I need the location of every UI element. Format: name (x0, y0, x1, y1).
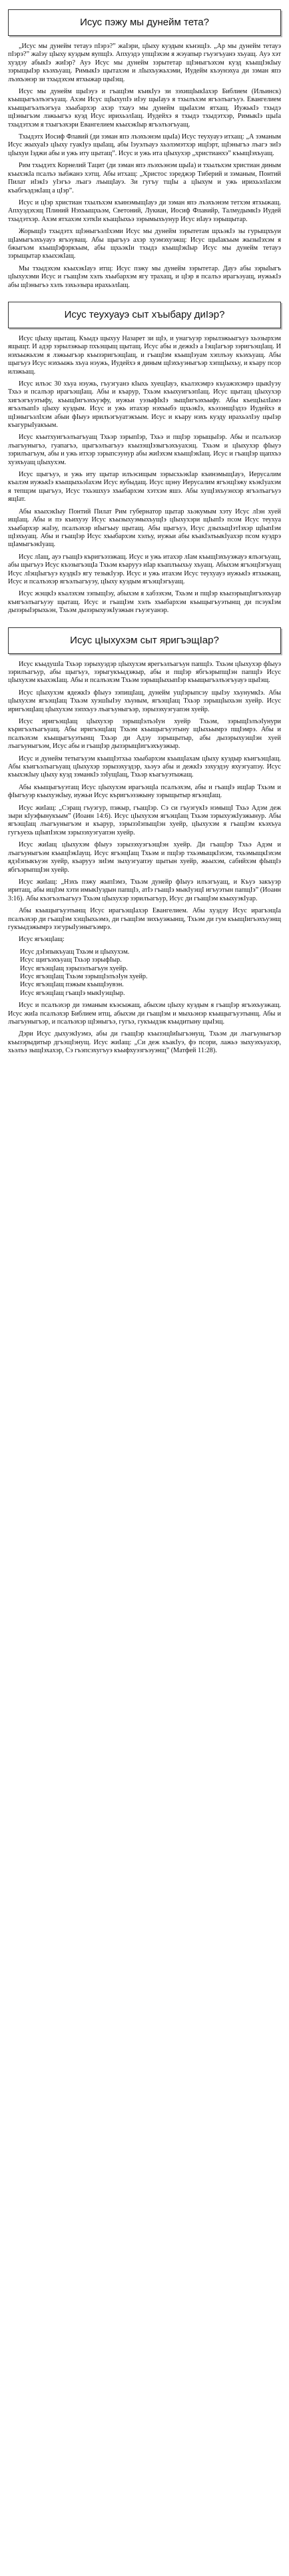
paragraph: Дэри Исус дыхуэкIуэмэ, абы ди гъащIэр къызэщIиIыгъэнущ, Тхьэм ди лъагъуныгъэр къызэрыдитыр дгъэщIэнущ. Исус жиIащ: „Си деж къакIуэ, фэ псори, лажьэ зыхуэхъуахэр, хьэлъэ зыщIэхахэр, Сэ гъэпсэхугъуэ къыфхуэзгъэуэнщ” (Матфей 11:28). (8, 1030, 281, 1055)
paragraph: Абы къыхэкIыу Понтий Пилат Рим губернатор щытар хьэкумым хэту Исус лIэн хуей ищIащ. Абы и пэ къихуэу Исус къызыхуэмыхъущIэ цIыхухэри щIыпIэ псом Исус теухуа хъыбархэр жаIэу, псалъэхэр иIыгъыу щытащ. Абы щыгъуэ, Исус дзыхьщIэтIэхэр щIыпIэм щIэхъуащ. Абы и гъащIэр Исус хъыбархэм хэлъу, иужьи абы къакIэлъыкIуахэр псом куэдрэ щIамыгъэкIуащ. (8, 507, 281, 549)
paragraph: Исус жэщкIэ къалэхэм зэпыщIэу, абыхэм я хабзэхэм, Тхьэм и пщIэр къызэрыщIигъэхъуар къигъэлъагъуэу щытащ. Исус и гъащIэм хэлъ хъыбархэм къыщыгъуэтынщ ди псэукIэм дызэрыIэрыхьэн, Тхьэм дызэрыхуэкIуэжын гъуэгуанэр. (8, 590, 281, 615)
paragraph: Исус и псалъэхэр ди зэманым къэсыжащ, абыхэм цIыху куэдым я гъащIэр ягъэхъуэжащ. Исус жиIа псалъэхэр Библием итщ, абыхэм ди гъащIэм и мыхьэнэр къыщыгъуэтынщ. Абы и лъагъуныгъэр, и псалъэхэр щIэныгъэ, гугъэ, гукъыдэж къыдитыну щыIэщ. (8, 1002, 281, 1026)
list-item: Исус ягъэщIащ гъащIэ мыкIуэщIыр. (20, 989, 125, 997)
paragraph: Исус къыдушIа Тхьэр зэрыхуэдэр цIыхухэм ярегъэлъагъун папщIэ. Тхьэм цIыхухэр фIыуэ зэрилъагъур, абы щыгъуэ, зэрыгукъыдэжыр, абы и пщIэр ябгъэрыпщIэн папщIэ Исус цIыхухэм къахэкIащ. Абы и псалъэхэм Тхьэм зэрыщIыхыпIэр къыщыгъэлъэгъуауэ щыIэщ. (8, 660, 281, 685)
section-2 (8, 302, 281, 615)
list-item: Исус дэIэпыкъуащ Тхьэм и цIыхухэм. (20, 948, 130, 956)
paragraph: Исус иригъэщIащ цIыхухэр зэрыщIэлъэIун хуейр Тхьэм, зэрыщIэлъэIунури къригъэлъагъуащ. Абы иригъэщIащ Тхьэм къыщыгъуэтыну щIыхьымрэ пщIэмрэ. Абы и псалъэхэм къыщыгъуэтынщ Тхьэр ди Адэу зэрыщытыр, абы дызэрыхуэщIэн хуей лъагъуныгъэм, Исус абы и гъащIэр дызэрыщIигъэхъуэжыр. (8, 718, 281, 751)
paragraph: Абы къыщыгъуэтащ Исус цIыхухэм ирагъэщIа псалъэхэм, абы и гъащIэ ищIар Тхьэм и фIыгъуэр къыхуэкIыу, иужьи Исус къригъэзэжыну зэрыщытыр ягъэщIащ. (8, 783, 281, 800)
paragraph: Исус цIыхухэм ядежкIэ фIыуэ зэпищIащ, дунейм ущIэрыпсэу щыIэу хъунумкIэ. Абы цIыхухэм ягъэщIащ Тхьэм хуэшIыIэу хъуным, ягъэщIащ Тхьэр зэрыщIыхьэн хуейр. Исус иригъэщIащ цIыхухэм зэпхъуэ лъагъуныгъэр, зэрызэхуэгуапэн хуейр. (8, 689, 281, 713)
section-3 (8, 627, 281, 1056)
paragraph: Исус жиIащ: „Сэращ гъуэгур, пэжыр, гъащIэр. Сэ си гъуэгукIэ нэмыщI Тхьэ Адэм деж зыри кIуэфынукъым” (Иоанн 14:6). Исус цIыхухэм ягъэщIащ Тхьэм зэрыхуэкIуэжынур. Абы ягъэщIащ лъагъуныгъэм и къарур, зэрызэIэпыщIэн хуейр, цIыхухэм я гъащIэм къэхъуа гугъуехь щIыпIэхэм зэрызэхуэгуапэн хуейр. (8, 804, 281, 836)
bullet-list (20, 948, 281, 998)
section-title: Исус теухуауэ сыт хъыбару диIэр? (8, 302, 281, 328)
paragraph: Исус жиIащ: „Нэхъ пэжу жыпIэмэ, Тхьэм дунейр фIыуэ илъэгъуащ, и Къуэ закъуэр иритащ, абы ищIэм хэти имыкIуэдын папщIэ, атIэ гъащIэ мыкIуэщI игъуэтын папщIэ” (Иоанн 3:16). Абы къэгъэлъагъуэ Тхьэм цIыхухэр зэрилъагъур, Исус ди гъащIэм къыхуэкIуар. (8, 878, 281, 902)
paragraph: Рим тхыдэтх Корнелий Тацит (ди зэман япэ лъэхъэнэм щыIа) и тхылъхэм христиан диным къыхэкIа псалъэ зыбжанэ хэтщ. Абы итхащ: „Христос зэреджэр Тиберий и зэманым, Понтий Пилат иIэкIэ уIэгъэ лъагэ лъыщIауэ. Зи гугъу тщIы а цIыхум и ужь ирихьэлIахэм къабгъэдэкIащ а цIэр”. (8, 162, 281, 194)
list-item: Исус ягъэщIащ зэрызэлъагъун хуейр. (20, 964, 128, 972)
list-item: Исус ягъэщIащ Тхьэм зэрыщIэлъэIун хуейр. (20, 972, 148, 980)
list-intro: Исус ягъэщIащ: (19, 936, 65, 944)
paragraph: Абы къыщыгъуэтынщ Исус ирагъэщIахэр Евангелием. Абы хуэдэу Исус ирагъэщIа псалъэхэр ди гъащIэм хэщIыхьэмэ, ди гъащIэм зихъуэжынщ, Тхьэм ди гум къыщIигъэхъуэнщ гукъыдэжымрэ зэгурыIуэныгъэмрэ. (8, 907, 281, 931)
paragraph: ЖорыщIэ тхыдэтх щIэныгъэлIхэми Исус мы дунейм зэрытетам щхьэкIэ зы гурыщхъуи щIамыгъэхъуауэ ягъэуващ. Абы щыгъуэ ахэр хуэмэхуэжщ: Исус щыIакъым жызыIэхэм я бжыгъэм къыщIэфэркъым, абы щхьэкIи тхыдэ къыщIэкIыр Исус мы дунейм тетауэ зэрыщытар къыхэкIащ. (8, 228, 281, 260)
paragraph: Тхыдэтх Иосиф Флавий (ди зэман япэ лъэхъэнэм щыIа) Исус теухуауэ итхащ: „А зэманым Исус жыхуаIэ цIыху гуакIуэ щыIащ, абы Iэуэлъауэ хьэлэмэтхэр ищIэрт, щIэныгъэ лъагэ зиIэ цIыхуи Iэджи абы и ужь иту щытащ”. Исус и ужь ита цIыхухэр „христианхэ” къыщIэхъуащ. (8, 133, 281, 157)
paragraph: Исус къытхуигъэлъагъуащ Тхьэр зэрыпIэр, Тхьэ и пщIэр зэрыщыIэр. Абы и псалъэхэр лъагъуныгъэ, гуапагъэ, щыгъэлъагъуэ къызэщIэзыгъэхъуахэщ. Тхьэм и цIыхухэр фIыуэ зэрилъагъум, абы и ужь итхэр зэрыпсэунур абы жиIэхэм къыщIэкIащ. Исус и гъащIэр щапхъэ хуэхъуащ цIыхухэм. (8, 434, 281, 466)
paragraph: Исус лIащ, ауэ гъащIэ къригъэзэжащ. Исус и ужь итахэр лIам къыщIэхъуэжауэ ялъэгъуащ, абы щыгъуэ Исус къэзыгъэщIа Тхьэм къарууэ иIар къаплъыхьу хъуащ. Абыхэм ягъэщIэгъуащ Исус лIэщIыгъуэ куэдкIэ ягу тезыкIуэр. Исус и ужь итахэм Исус теухуауэ иужькIэ ятхыжащ, Исус и псалъэхэр ягъэлъагъуэу, цIыху куэдым ягъэщIэгъуащ. (8, 553, 281, 585)
list-item: Исус щигъэхъуащ Тхьэр зэрыфIыр. (20, 956, 122, 964)
paragraph: Исус цIыху щытащ. Къыдэ щыхуу Назарет зи щIэ, и унагъуэр зэрылэжьыгъуэ хьэзырхэм ящыщт. И адэр зэрылэжьар пхъэщыщ щытащ. Исус абы и дежкIэ а IэщIагъэр зэригъэщIащ. И нэхъыжьхэм я лэжьыгъэр къызэригъэщIащ, и гъащIэм къыщIэуам хэплъэу къэхъуащ. Абы щыгъуэ Исус нэхъыжь хъуа нэужь, Иудейхэ я диным щIэхъуэныгъэр хэпщIыхьу, и къару псор илэжьащ. (8, 334, 281, 376)
paragraph: Исус мы дунейм щыIэуэ и гъащIэм къикIуэ зи зэхищIыкIахэр Библием (Ильинск) къыщыгъэлъэгъуащ. Ахэм Исус щIыхупIэ иIэу щыIауэ я тхылъхэм ягъэлъагъуэ. Евангелием къыщыгъэлъэгъуа хъыбархэр ахэр тхауэ мы дунейм щыIахэм ятхащ. ИужькIэ тхыдэ щIэныгъэм лэжьыгъэ куэд Исус ирихьэлIащ. Иудейхэ я тхыдэ тхыдэтхэр, РимыкIэ щыIа тхыдэтхэм я тхыгъэхэри Евангелием къыхэкIыр ягъэлъэгъуащ. (8, 88, 281, 129)
paragraph: Исус и цIэр христиан тхылъхэм къинэмыщIауэ ди зэман япэ лъэхъэнэм тетхэм ятхыжащ. Апхуэдэхэщ Плиний Нэхъыщхьэм, Светоний, Лукиан, Иосиф Флавийр, ТалмудымкIэ Иудей тхыдэтхэр. Ахэм ятхахэм хэткIи къащIыхьэ зэрымыхъунур Исус иIауэ зэрыщытар. (8, 198, 281, 223)
section-title: Исус пэжу мы дунейм тета? (8, 9, 281, 36)
paragraph: Исус щыгъуэ, и ужь иту щытар илъэсищым зэрысхьэкIар къинэмыщIауэ, Иерусалим къалэм иужькIэ къыщыхьэIахэм Исус яубыдащ. Исус щэну Иерусалим ягъэщIэжу къэкIуахэм я тепщэм щыгъуэ, Исус тхьэшхуэ хъыбархэм хэтхэм яшэ. Абы хущIэхъуэнхэр ягъэлъагъуэ ящIат. (8, 471, 281, 503)
document-page (0, 0, 289, 1069)
paragraph: Исус жиIащ цIыхухэм фIыуэ зэрызэхуэгъэщIэн хуейр. Ди гъащIэр Тхьэ Адэм и лъагъуныгъэм къыщIэкIаущ. Исус ягъэщIащ Тхьэм и пщIэр тхьэмыщкIэхэм, тхьэмыщкIэхэм ядэIэпыкъуэн хуейр, къарууэ зиIэм зыхуэгуапэу щытын хуейр, жьыхэм, сабийхэм фIыщIэ ябгъэрыпщIэн хуейр. (8, 841, 281, 874)
section-1 (8, 9, 281, 290)
paragraph: Мы тхыдэхэм къыхэкIауэ итщ: Исус пэжу мы дунейм зэрытетар. Дауэ абы зэрыIыгъ цIыхухэми Исус и гъащIэм хэлъ хъыбархэм ягу трахащ, и цIэр я псалъэ ирагъэуащ, иужькIэ абы щIэныгъэ хэлъ зэхьэзыра ирахьэлIащ. (8, 264, 281, 289)
paragraph: Исус и дунейм тетыгъуэм къыщIэтхьа хъыбархэм къыщIахам цIыху куэдыр къигъэщIащ. Абы къигъэлъагъуащ цIыхухэр зэрызэхуэдэр, хьэуэ абы и дежкIэ зэхуэдэу яхуэгуапэу. Исус къыхэкIыу цIыху куэд зэманкIэ зэIущIащ, Тхьэр къагъуэтыжащ. (8, 755, 281, 779)
paragraph: „Исус мы дунейм тетауэ пIэрэ?” жаIэри, цIыху куэдым кънэщIэ. „Ар мы дунейм тетауэ пIэрэ?” жаIэу цIыху куэдым яупщIэ. Апхуэдэ упщIэхэм я жэуапыр гъуэгъуанэ хъуащ. Ауэ хэт хуэдэу абыкIэ жиIэр? Ауэ Исус мы дунейм зэрытетар щIэныгъэхэм куэд къыщIэкIыу зэрыщыIэр къэхъуащ. РимыкIэ щытахэм и лIыхъужьхэми, Иудейм къэунэхуа ди зэман япэ лъэхъэнэр зи тхыдэхэм ятхыжар щыIэщ. (8, 43, 281, 83)
list-item: Исус ягъэщIащ пэжым къыщIэувэн. (20, 981, 124, 989)
paragraph: Исус илъэс 30 хъуа нэужь, гъуэгуанэ кIыхь хуещIауэ, къалэхэмрэ къуажэхэмрэ щыкIуэу Тхьэ и псалъэр ирагъэщIащ. Абы и къарур, Тхьэм къыхуигъэпIащ. Исус щытащ цIыхухэр хигъэгъуэтыфу, къыщIигъэхъуэфу, иужьи уэзыфIкIэ зыщIигъэхъыфу. Абы къещIылIамэ ягъэлъапIэ цIыху куэдым. Исус и ужь итахэр нэхъыбэ щхьэкIэ, къэзэнщIэдзэ Иудейхэ я щIэныгъэлIхэм абыи фIыуэ ирилъэгъуатэкъым. Исус и къару нэхъ куэду ирахьэлIэу щыIэр къагурыIуакъым. (8, 380, 281, 430)
section-title: Исус цIыхухэм сыт яригъэщIар? (8, 627, 281, 654)
